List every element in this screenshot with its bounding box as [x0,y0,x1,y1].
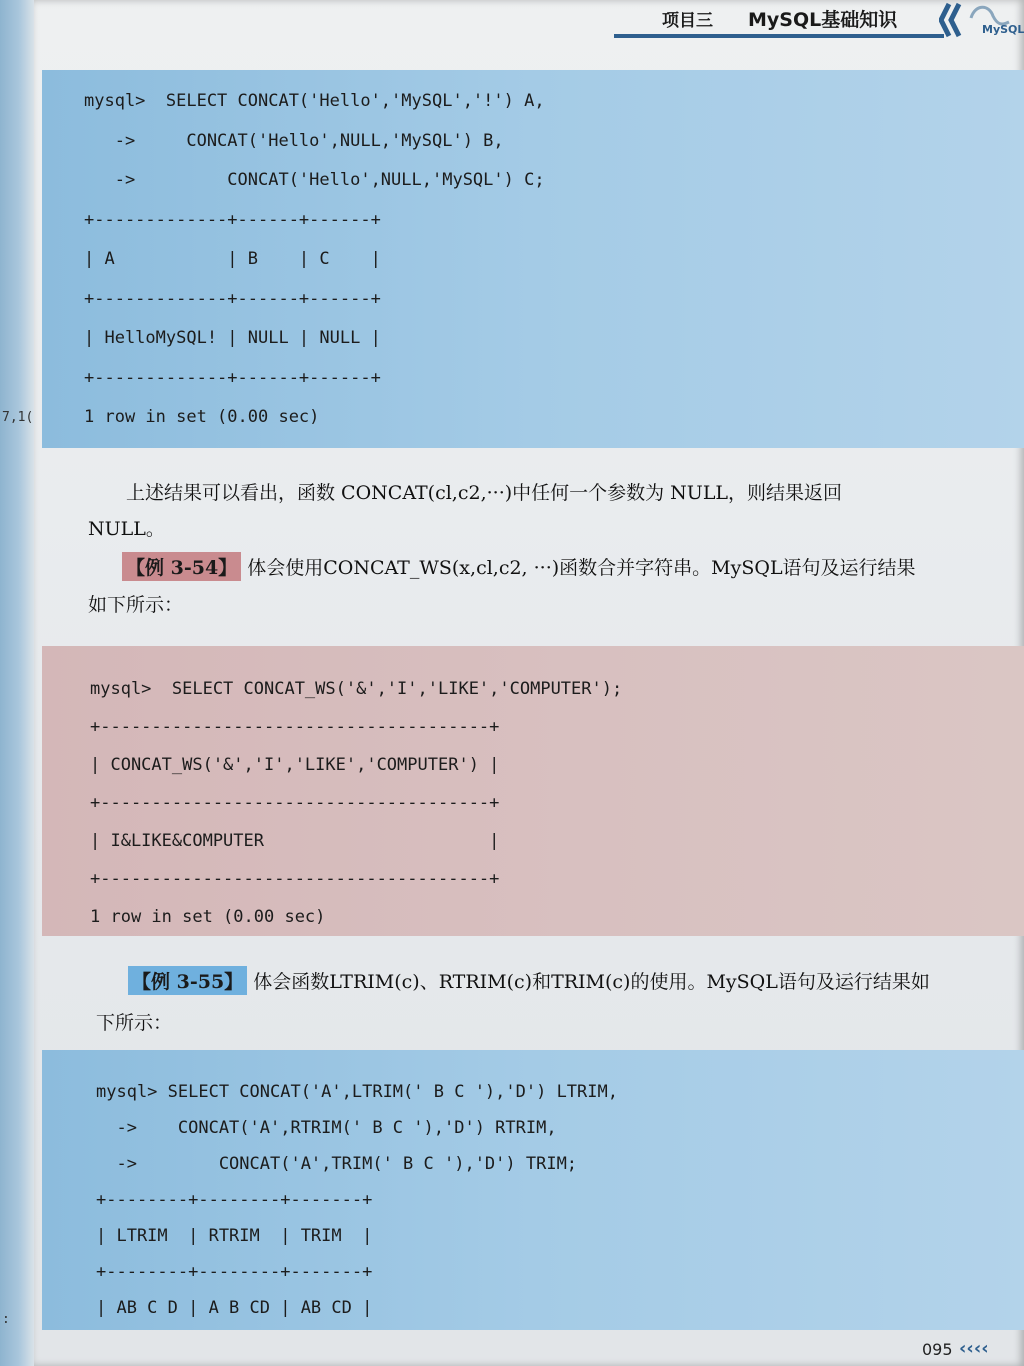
code-line: | CONCAT_WS('&','I','LIKE','COMPUTER') | [90,755,500,775]
paragraph-line: NULL。 [88,518,165,540]
code-line: +--------+--------+-------+ [96,1190,373,1210]
example-description: 体会使用CONCAT_WS(x,cl,c2, ···)函数合并字符串。MySQL语句及运行结果 [247,557,916,579]
code-line: | A | B | C | [84,249,381,269]
code-line: 1 row in set (0.00 sec) [90,907,326,927]
code-line: -> CONCAT('A',RTRIM(' B C '),'D') RTRIM, [96,1118,557,1138]
code-line: +--------------------------------------+ [90,717,500,737]
example-tag: 【例 3-54】 [122,552,241,581]
paragraph-line: 如下所示： [88,594,184,616]
paragraph-line: 下所示： [96,1012,173,1034]
code-concat-ws [90,670,622,936]
chapter-label: 项目三 [662,11,713,31]
code-line: 1 row in set (0.00 sec) [84,407,320,427]
example-heading-3-55 [128,966,930,995]
header-rule [614,34,944,38]
page-number: 095 [922,1340,953,1359]
code-line: | LTRIM | RTRIM | TRIM | [96,1226,373,1246]
code-line: +--------------------------------------+ [90,793,500,813]
code-line: -> CONCAT('Hello',NULL,'MySQL') B, [84,130,504,151]
book-page [34,0,1024,1366]
code-line: | AB C D | A B CD | AB CD | [96,1298,373,1318]
code-line: +-------------+------+------+ [84,209,381,230]
code-line: -> CONCAT('A',TRIM(' B C '),'D') TRIM; [96,1154,578,1174]
example-heading-3-54 [122,552,916,581]
code-line: mysql> SELECT CONCAT('Hello','MySQL','!') A, [84,91,545,111]
paragraph-line: 上述结果可以看出，函数 CONCAT(cl,c2,···)中任何一个参数为 NULL，则结果返回 [126,482,843,504]
example-tag: 【例 3-55】 [128,966,247,995]
spine-text-2: : [2,1312,10,1327]
code-line: | I&LIKE&COMPUTER | [90,831,500,851]
example-description: 体会函数LTRIM(c)、RTRIM(c)和TRIM(c)的使用。MySQL语句及运行结果如 [253,971,930,993]
page-arrows-icon: ‹‹‹‹ [959,1338,989,1359]
chapter-title: MySQL基础知识 [748,9,898,31]
code-line: +-------------+------+------+ [84,288,381,309]
code-line: -> CONCAT('Hello',NULL,'MySQL') C; [84,170,545,190]
code-line: mysql> SELECT CONCAT('A',LTRIM(' B C '),'D') LTRIM, [96,1082,618,1102]
code-trim [96,1074,618,1326]
code-concat [84,82,545,438]
code-line: mysql> SELECT CONCAT_WS('&','I','LIKE','COMPUTER'); [90,679,623,699]
book-spine [0,0,34,1366]
code-line: +-------------+------+------+ [84,367,381,388]
spine-text-1: 7,1( [2,410,34,425]
code-line: +--------------------------------------+ [90,869,500,889]
logo-text: MySQL [982,23,1024,36]
code-line: | HelloMySQL! | NULL | NULL | [84,328,381,348]
code-line: +--------+--------+-------+ [96,1262,373,1282]
